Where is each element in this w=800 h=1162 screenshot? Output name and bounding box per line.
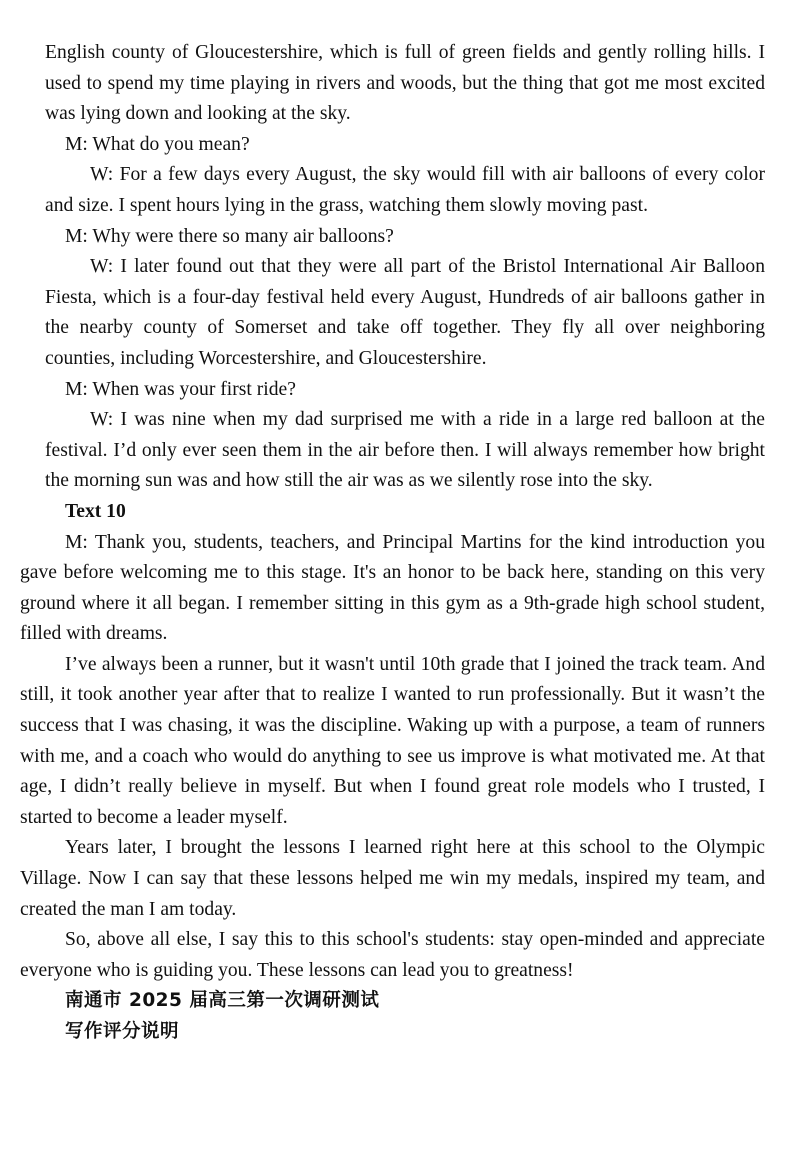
speech-paragraph: Years later, I brought the lessons I learned right here at this school to the Olympic Village. Now I can say that these lessons helped me win my medals, inspired my team, and created the man I am today. (20, 837, 765, 920)
section-title: 写作评分说明 (65, 1021, 180, 1042)
intro-paragraph: English county of Gloucestershire, which is full of green fields and gently rolling hills. I used to spend my time playing in rivers and woods, but the thing that got me most excited was lying down and looking at the sky. (45, 42, 765, 125)
dialogue-line: W: I later found out that they were all part of the Bristol International Air Balloon Fiesta, which is a four-day festival held every August, Hundreds of air balloons gather in the nearby county of Somerset and take off together. They fly all over neighboring counties, including Worcestershire, and Gloucestershire. (45, 256, 765, 369)
dialogue-line: W: I was nine when my dad surprised me with a ride in a large red balloon at the festival. I’d only ever seen them in the air before then. I will always remember how bright the morning sun was and how still the air was as we silently rose into the sky. (45, 409, 765, 492)
exam-title: 南通市 2025 届高三第一次调研测试 (65, 990, 380, 1012)
dialogue-line: M: What do you mean? (65, 133, 250, 155)
document-page (20, 38, 765, 1048)
section-heading-text10: Text 10 (65, 500, 126, 522)
speech-paragraph: M: Thank you, students, teachers, and Principal Martins for the kind introduction you gave before welcoming me to this stage. It's an honor to be back here, standing on this very ground where it all began. I remember sitting in this gym as a 9th-grade high school student, filled with dreams. (20, 531, 765, 645)
speech-paragraph: So, above all else, I say this to this school's students: stay open-minded and appreciate everyone who is guiding you. These lessons can lead you to greatness! (20, 929, 765, 981)
dialogue-line: M: Why were there so many air balloons? (65, 225, 394, 247)
dialogue-line: W: For a few days every August, the sky would fill with air balloons of every color and size. I spent hours lying in the grass, watching them slowly moving past. (45, 164, 765, 216)
speech-paragraph: I’ve always been a runner, but it wasn't until 10th grade that I joined the track team. And still, it took another year after that to realize I wanted to run professionally. But it wasn’t the success that I was chasing, it was the discipline. Waking up with a purpose, a team of runners with me, and a coach who would do anything to see us improve is what motivated me. At that age, I didn’t really believe in myself. But when I found great role models who I trusted, I started to become a leader myself. (20, 653, 765, 828)
dialogue-line: M: When was your first ride? (65, 378, 296, 400)
